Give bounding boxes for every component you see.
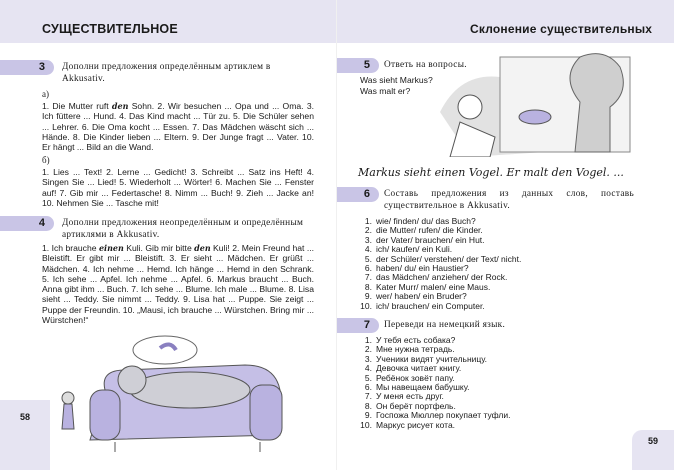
list-item: 1. wie/ finden/ du/ das Buch?: [364, 216, 476, 226]
exercise-5-badge: 5: [337, 58, 379, 73]
list-item: 8. Он берёт портфель.: [364, 400, 456, 411]
exercise-4-text: 1. Ich brauche einen Kuli. Gib mir bitte den Kuli! 2. Mein Freund hat ... Bleistift. Er gibt mir ... Bleistift. 3. Er sieht ... Mädchen. Er grüßt ... Mädchen. 4. Ich nehme ... Hemd. Ich hänge ... Hemd in den Schrank. 5. Ich sehe ... Apfel. Ich nehme ... Apfel. 6. Markus braucht ... Buch. Anna gibt ihm ... Buch. 7. Ich sehe ... Blume. Ich male ... Blume. 8. Lisa sieht ... Teddy. Sie nimmt ... Teddy. 9. Lisa hat ... Puppe. Sie zeigt ... Puppe der Freundin. 10. „Mausi, ich brauche ... Würstchen. Bring mir ... Würstchen!“: [42, 243, 314, 326]
list-item: 7. У меня есть друг.: [364, 391, 444, 402]
left-page-title: СУЩЕСТВИТЕЛЬНОЕ: [42, 22, 178, 36]
exercise-4-task: Дополни предложения неопределённым и определённым артиклями в Akkusativ.: [62, 218, 304, 240]
list-item: 10. Маркус рисует кота.: [360, 419, 456, 430]
exercise-3a-text: 1. Die Mutter ruft den Sohn. 2. Wir besuchen ... Opa und ... Oma. 3. Ich füttere ... Hund. 4. Das Kind macht ... Tür zu. 5. Die Schüler sehen ... Lehrer. 6. Die Oma kocht ... Essen. 7. Das Mädchen wäscht sich ... Hände. 8. Die Kinder lieben ... Eltern. 9. Der Junge fragt ... Vater. 10. Er hängt ... Bild an die Wand.: [42, 101, 314, 153]
exercise-3b-text: 1. Lies ... Text! 2. Lerne ... Gedicht! 3. Schreibt ... Satz ins Heft! 4. Singen Sie ... Lied! 5. Wiederholt ... Wörter! 6. Machen Sie ... Fenster auf! 7. Gib mir ... Federtasche! 8. Nimm ... Buch! 9. Zieh ... Jacke an! 10. Nehmen Sie ... Tasche mit!: [42, 167, 314, 208]
exercise-3-task: Дополни предложения определённым артиклем в Akkusativ.: [62, 62, 271, 84]
list-item: 9. wer/ haben/ ein Bruder?: [364, 291, 467, 302]
list-item: 3. der Vater/ brauchen/ ein Hut.: [364, 234, 485, 245]
markus-at-window-illustration: [440, 52, 635, 157]
page-number-left: 58: [0, 400, 50, 470]
list-item: 8. Kater Murr/ malen/ eine Maus.: [364, 281, 491, 292]
exercise-3a-label: а): [42, 89, 49, 99]
list-item: 9. Госпожа Мюллер покупает туфли.: [364, 410, 511, 421]
handwritten-answer: einen: [98, 243, 124, 253]
exercise-7-list: [360, 336, 510, 430]
question-2: Was malt er?: [360, 86, 411, 96]
right-page-title: Склонение существительных: [470, 22, 653, 36]
list-item: 3. Ученики видят учительницу.: [364, 353, 488, 364]
exercise-3b-label: б): [42, 155, 50, 165]
exercise-7-task: Переведи на немецкий язык.: [384, 320, 506, 330]
list-item: 4. Девочка читает книгу.: [364, 363, 462, 374]
list-item: 5. Ребёнок зовёт папу.: [364, 372, 455, 383]
cat-on-sofa-illustration: [60, 330, 290, 455]
exercise-6-badge: 6: [337, 187, 379, 202]
exercise-3-badge: 3: [0, 60, 54, 75]
exercise-7-badge: 7: [337, 318, 379, 333]
list-item: 6. haben/ du/ ein Haustier?: [364, 263, 469, 274]
list-item: 10. ich/ brauchen/ ein Computer.: [360, 300, 485, 311]
list-item: 5. der Schüler/ verstehen/ der Text/ nicht.: [364, 253, 522, 264]
list-item: 2. die Mutter/ rufen/ die Kinder.: [364, 225, 483, 236]
script-example-line: Markus sieht einen Vogel. Er malt den Vogel. ...: [358, 166, 624, 179]
exercise-6-task: Составь предложения из данных слов, поставь существительное в Akkusativ.: [384, 189, 634, 211]
handwritten-answer: den: [194, 243, 211, 253]
page-number-right: 59: [632, 430, 674, 470]
list-item: 1. У тебя есть собака?: [364, 335, 456, 345]
exercise-4-badge: 4: [0, 216, 54, 231]
list-item: 7. das Mädchen/ anziehen/ der Rock.: [364, 272, 508, 283]
exercise-5-task: Ответь на вопросы.: [384, 60, 467, 70]
question-1: Was sieht Markus?: [360, 75, 433, 85]
handwritten-answer: den: [111, 101, 129, 111]
list-item: 6. Мы навещаем бабушку.: [364, 382, 470, 393]
list-item: 4. ich/ kaufen/ ein Kuli.: [364, 244, 453, 255]
exercise-6-list: [360, 217, 521, 311]
list-item: 2. Мне нужна тетрадь.: [364, 344, 455, 355]
